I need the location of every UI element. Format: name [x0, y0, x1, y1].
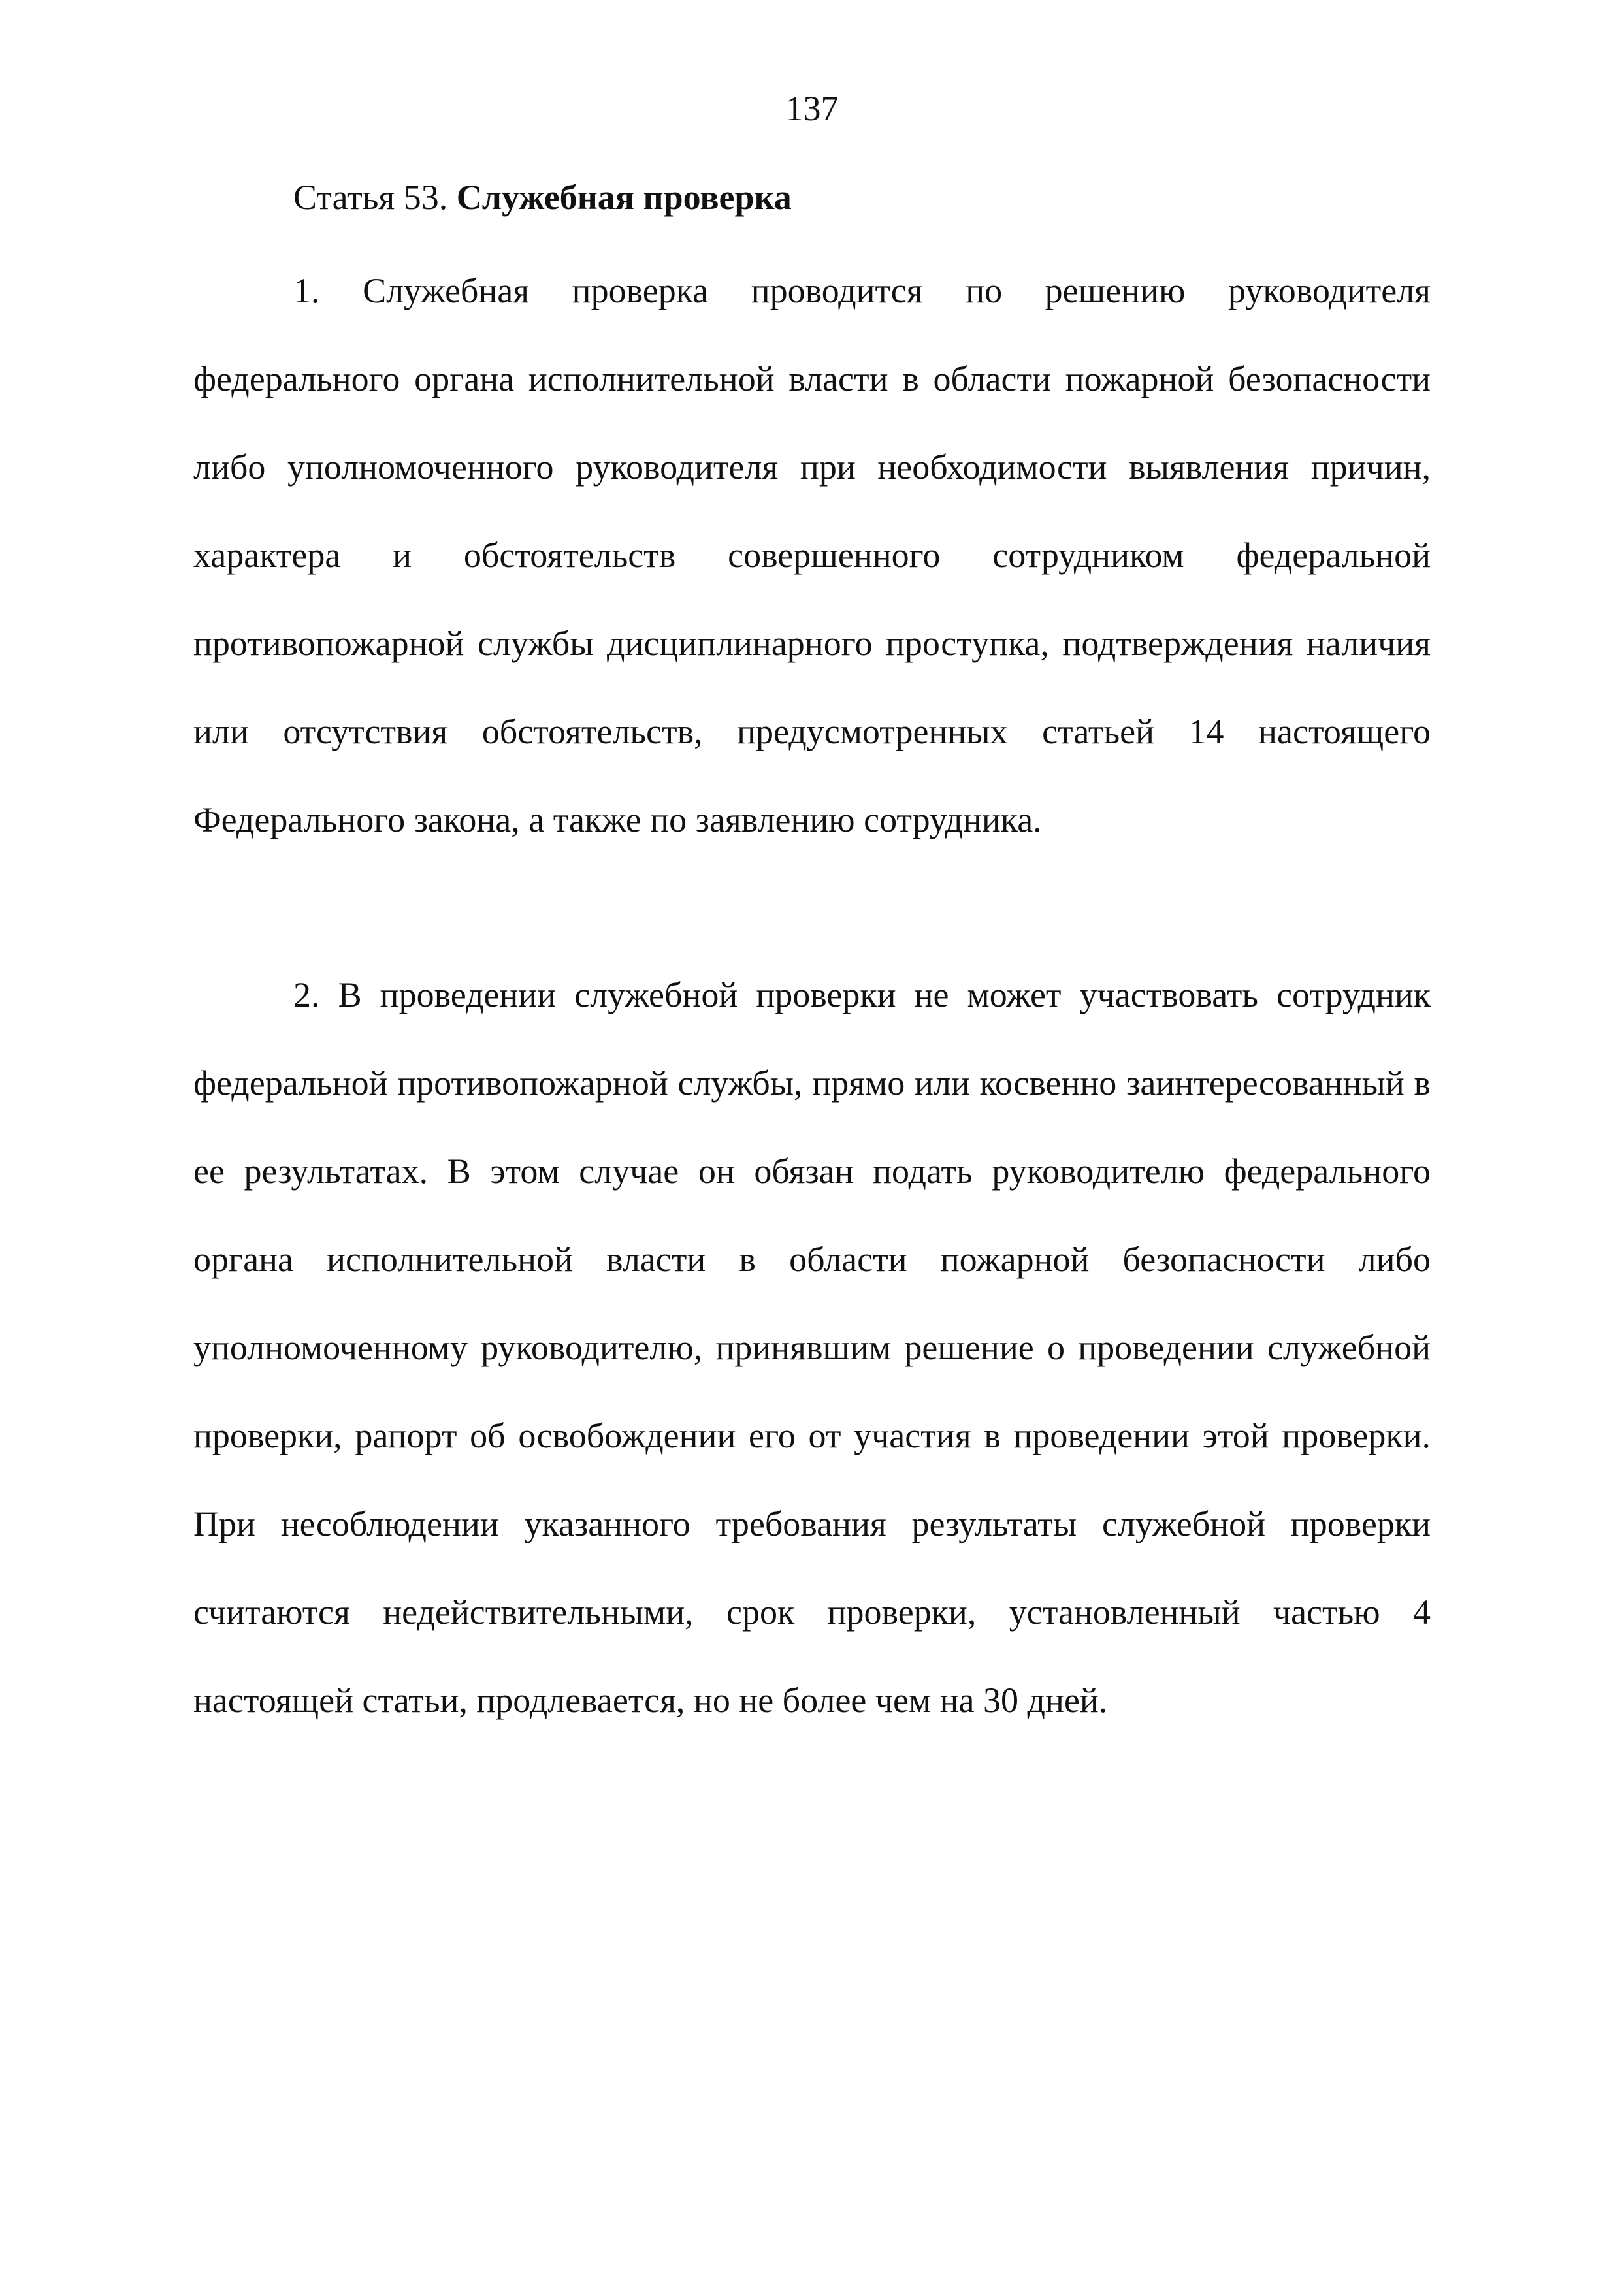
paragraph-1: 1. Служебная проверка проводится по решению руководителя федерального органа исполнительной власти в области пожарной безопасности либо уполномоченного руководителя при необходимости выявления причин, характера и обстоятельств совершенного сотрудником федеральной противопожарной службы дисциплинарного проступка, подтверждения наличия или отсутствия обстоятельств, предусмотренных статьей 14 настоящего Федерального закона, а также по заявлению сотрудника.: [193, 271, 1431, 839]
article-title: Служебная проверка: [456, 178, 792, 217]
article-label: Статья 53.: [293, 178, 448, 217]
page-number: 137: [785, 89, 839, 128]
paragraph-2: 2. В проведении служебной проверки не может участвовать сотрудник федеральной противопожарной службы, прямо или косвенно заинтересованный в ее результатах. В этом случае он обязан подать руководителю федерального органа исполнительной власти в области пожарной безопасности либо уполномоченному руководителю, принявшим решение о проведении служебной проверки, рапорт об освобождении его от участия в проведении этой проверки. При несоблюдении указанного требования результаты служебной проверки считаются недействительными, срок проверки, установленный частью 4 настоящей статьи, продлевается, но не более чем на 30 дней.: [193, 975, 1431, 1720]
article-heading: [293, 171, 792, 223]
